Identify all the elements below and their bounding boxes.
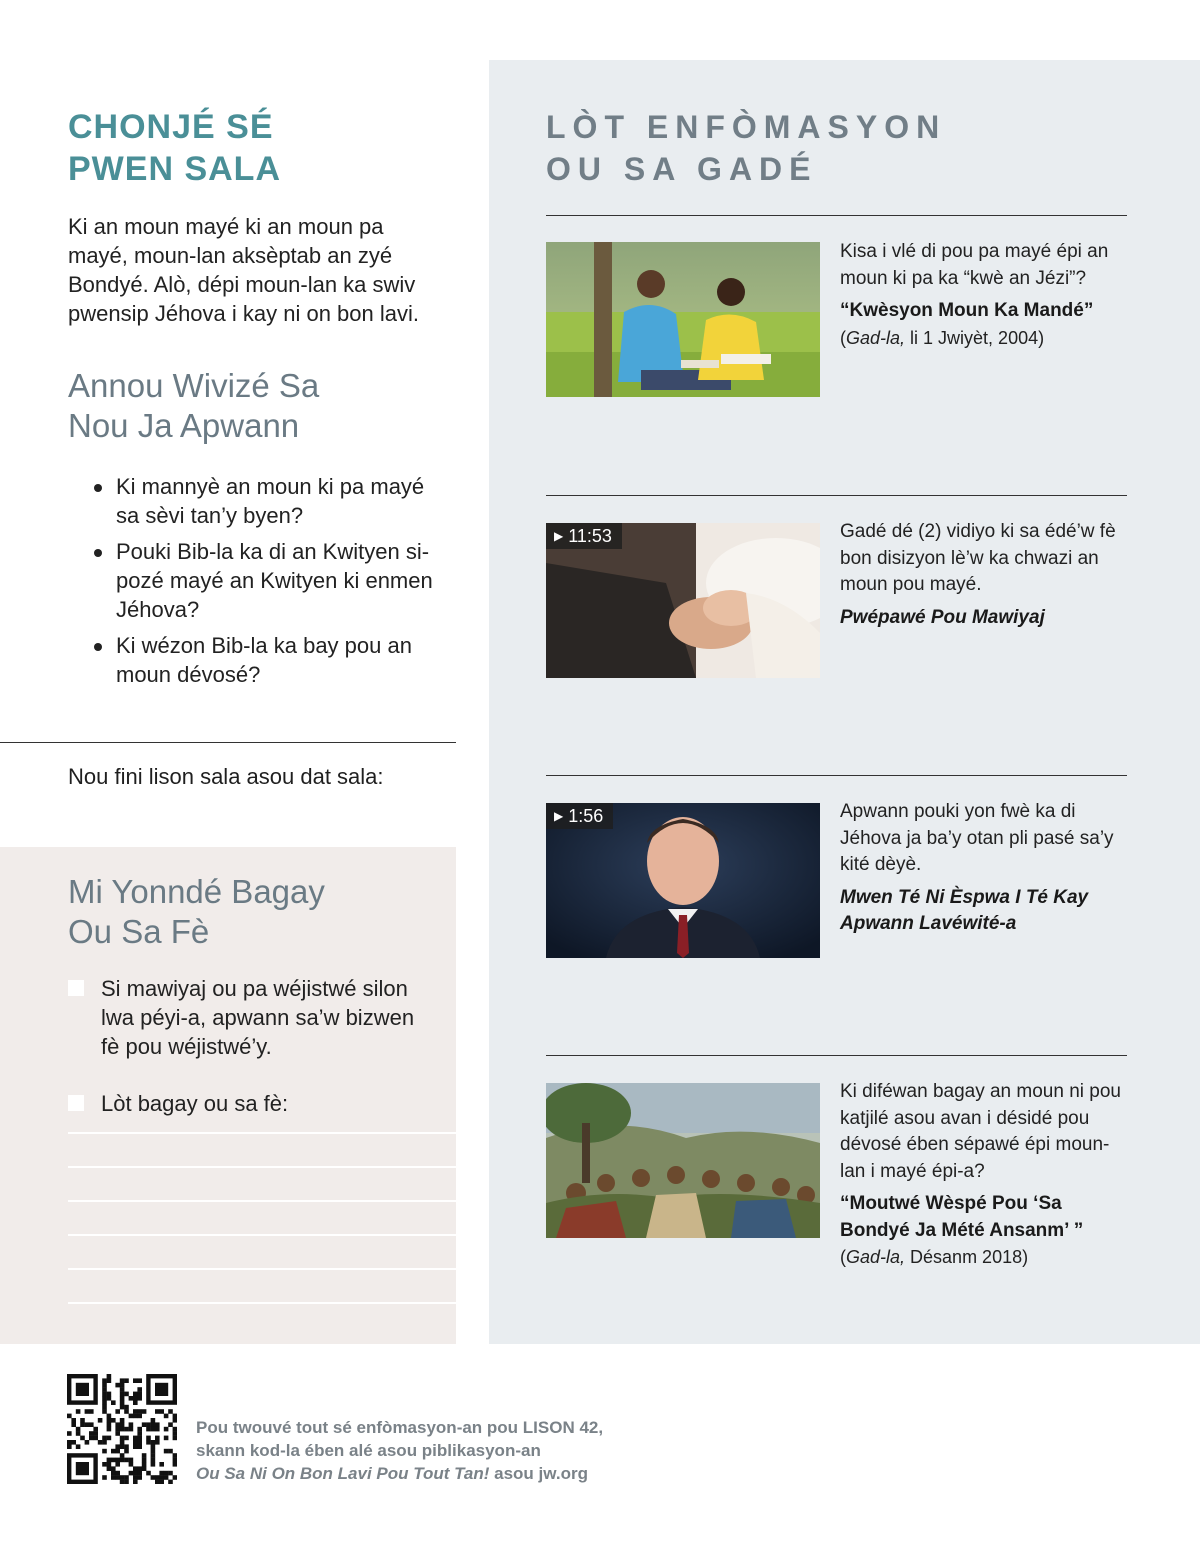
writing-line[interactable] bbox=[68, 1166, 456, 1168]
video-duration: 11:53 bbox=[568, 526, 612, 546]
resource-link-line2: Apwann Lavéwité-a bbox=[840, 913, 1017, 934]
source-name: Gad-la, bbox=[846, 1247, 906, 1267]
couple-reading-image bbox=[546, 242, 820, 397]
publication-title[interactable]: Ou Sa Ni On Bon Lavi Pou Tout Tan! bbox=[196, 1464, 490, 1483]
resource-link[interactable]: Pwépawé Pou Mawiyaj bbox=[840, 606, 1045, 628]
divider bbox=[546, 495, 1127, 496]
video-thumbnail[interactable] bbox=[546, 523, 820, 678]
source-date: li 1 Jwiyèt, 2004) bbox=[905, 327, 1045, 348]
video-duration: 1:56 bbox=[568, 806, 604, 826]
more-info-title-line1: LÒT ENFÒMASYON bbox=[546, 109, 947, 145]
writing-line[interactable] bbox=[68, 1268, 456, 1270]
resource-description: Ki diféwan bagay an moun ni pou katjilé asou avan i désidé pou dévosé ében sépawé épi moun-lan i mayé épi-a? bbox=[840, 1081, 1121, 1182]
checklist-item bbox=[68, 974, 438, 1061]
video-thumbnail[interactable] bbox=[546, 803, 820, 958]
todo-title bbox=[68, 872, 448, 952]
resource-item bbox=[840, 799, 1130, 938]
review-title bbox=[68, 366, 448, 446]
footer-line3 bbox=[196, 1462, 696, 1485]
section-title-line2: PWEN SALA bbox=[68, 150, 281, 188]
writing-line[interactable] bbox=[68, 1302, 456, 1304]
source-name: Gad-la, bbox=[846, 327, 906, 348]
todo-title-line1: Mi Yonndé Bagay bbox=[68, 873, 325, 910]
checkbox[interactable] bbox=[68, 1095, 84, 1111]
resource-link-line2: Bondyé Ja Mété Ansanm’ ” bbox=[840, 1219, 1084, 1241]
more-info-title-line2: OU SA GADÉ bbox=[546, 151, 818, 187]
play-icon: ▶ bbox=[554, 809, 564, 823]
resource-link[interactable] bbox=[840, 885, 1130, 938]
divider bbox=[0, 742, 456, 743]
footer-note bbox=[196, 1416, 696, 1485]
resource-link[interactable]: “Kwèsyon Moun Ka Mandé” bbox=[840, 300, 1094, 321]
resource-description: Kisa i vlé di pou pa mayé épi an moun ki pa ka “kwè an Jézi”? bbox=[840, 241, 1109, 289]
video-duration-badge bbox=[546, 523, 622, 549]
qr-code-icon bbox=[67, 1374, 177, 1484]
resource-link-line1: Mwen Té Ni Èspwa I Té Kay bbox=[840, 886, 1089, 908]
crowd-painting-image bbox=[546, 1083, 820, 1238]
article-thumbnail[interactable] bbox=[546, 242, 820, 397]
qr-code[interactable] bbox=[67, 1374, 177, 1484]
resource-item bbox=[840, 1079, 1130, 1270]
source-date: Désanm 2018) bbox=[905, 1247, 1029, 1267]
footer-line2: skann kod-la ében alé asou piblikasyon-an bbox=[196, 1441, 541, 1460]
divider bbox=[546, 1055, 1127, 1056]
resource-item bbox=[840, 519, 1130, 631]
more-info-title bbox=[546, 106, 1146, 190]
section-title-line1: CHONJÉ SÉ bbox=[68, 108, 274, 146]
review-question: Ki wézon Bib-la ka bay pou an moun dévosé? bbox=[92, 631, 452, 689]
divider bbox=[546, 775, 1127, 776]
resource-link[interactable] bbox=[840, 1191, 1130, 1244]
writing-line[interactable] bbox=[68, 1132, 456, 1134]
todo-title-line2: Ou Sa Fè bbox=[68, 913, 210, 950]
review-questions bbox=[92, 472, 452, 696]
checklist-item bbox=[68, 1089, 438, 1118]
footer-line1: Pou twouvé tout sé enfòmasyon-an pou LISON 42, bbox=[196, 1418, 604, 1437]
review-title-line1: Annou Wivizé Sa bbox=[68, 367, 320, 404]
resource-source: (Gad-la, li 1 Jwiyèt, 2004) bbox=[840, 327, 1045, 348]
divider bbox=[546, 215, 1127, 216]
review-title-line2: Nou Ja Apwann bbox=[68, 407, 300, 444]
resource-item bbox=[840, 239, 1130, 351]
play-icon: ▶ bbox=[554, 529, 564, 543]
section-title bbox=[68, 106, 468, 190]
lesson-summary: Ki an moun mayé ki an moun pa mayé, moun-lan aksèptab an zyé Bondyé. Alò, dépi moun-lan ka swiv pwensip Jéhova i kay ni on bon lavi. bbox=[68, 214, 419, 326]
checkbox[interactable] bbox=[68, 980, 84, 996]
resource-source: (Gad-la, Désanm 2018) bbox=[840, 1247, 1029, 1267]
footer-site: asou jw.org bbox=[489, 1464, 588, 1483]
writing-line[interactable] bbox=[68, 1200, 456, 1202]
checklist-text: Lòt bagay ou sa fè: bbox=[101, 1091, 289, 1116]
resource-description: Apwann pouki yon fwè ka di Jéhova ja ba’y otan pli pasé sa’y kité dèyè. bbox=[840, 801, 1114, 875]
checklist-text: Si mawiyaj ou pa wéjistwé silon lwa péyi-a, apwann sa’w bizwen fè pou wéjistwé’y. bbox=[101, 976, 415, 1059]
resource-link-line1: “Moutwé Wèspé Pou ‘Sa bbox=[840, 1193, 1062, 1214]
video-duration-badge bbox=[546, 803, 613, 829]
resource-description: Gadé dé (2) vidiyo ki sa édé’w fè bon disizyon lè’w ka chwazi an moun pou mayé. bbox=[840, 521, 1116, 595]
review-question: Pouki Bib-la ka di an Kwityen si-pozé mayé an Kwityen ki enmen Jéhova? bbox=[92, 537, 452, 624]
review-question: Ki mannyè an moun ki pa mayé sa sèvi tan’y byen? bbox=[92, 472, 452, 530]
article-thumbnail[interactable] bbox=[546, 1083, 820, 1238]
writing-line[interactable] bbox=[68, 1234, 456, 1236]
completion-date-line: Nou fini lison sala asou dat sala: bbox=[68, 764, 384, 789]
